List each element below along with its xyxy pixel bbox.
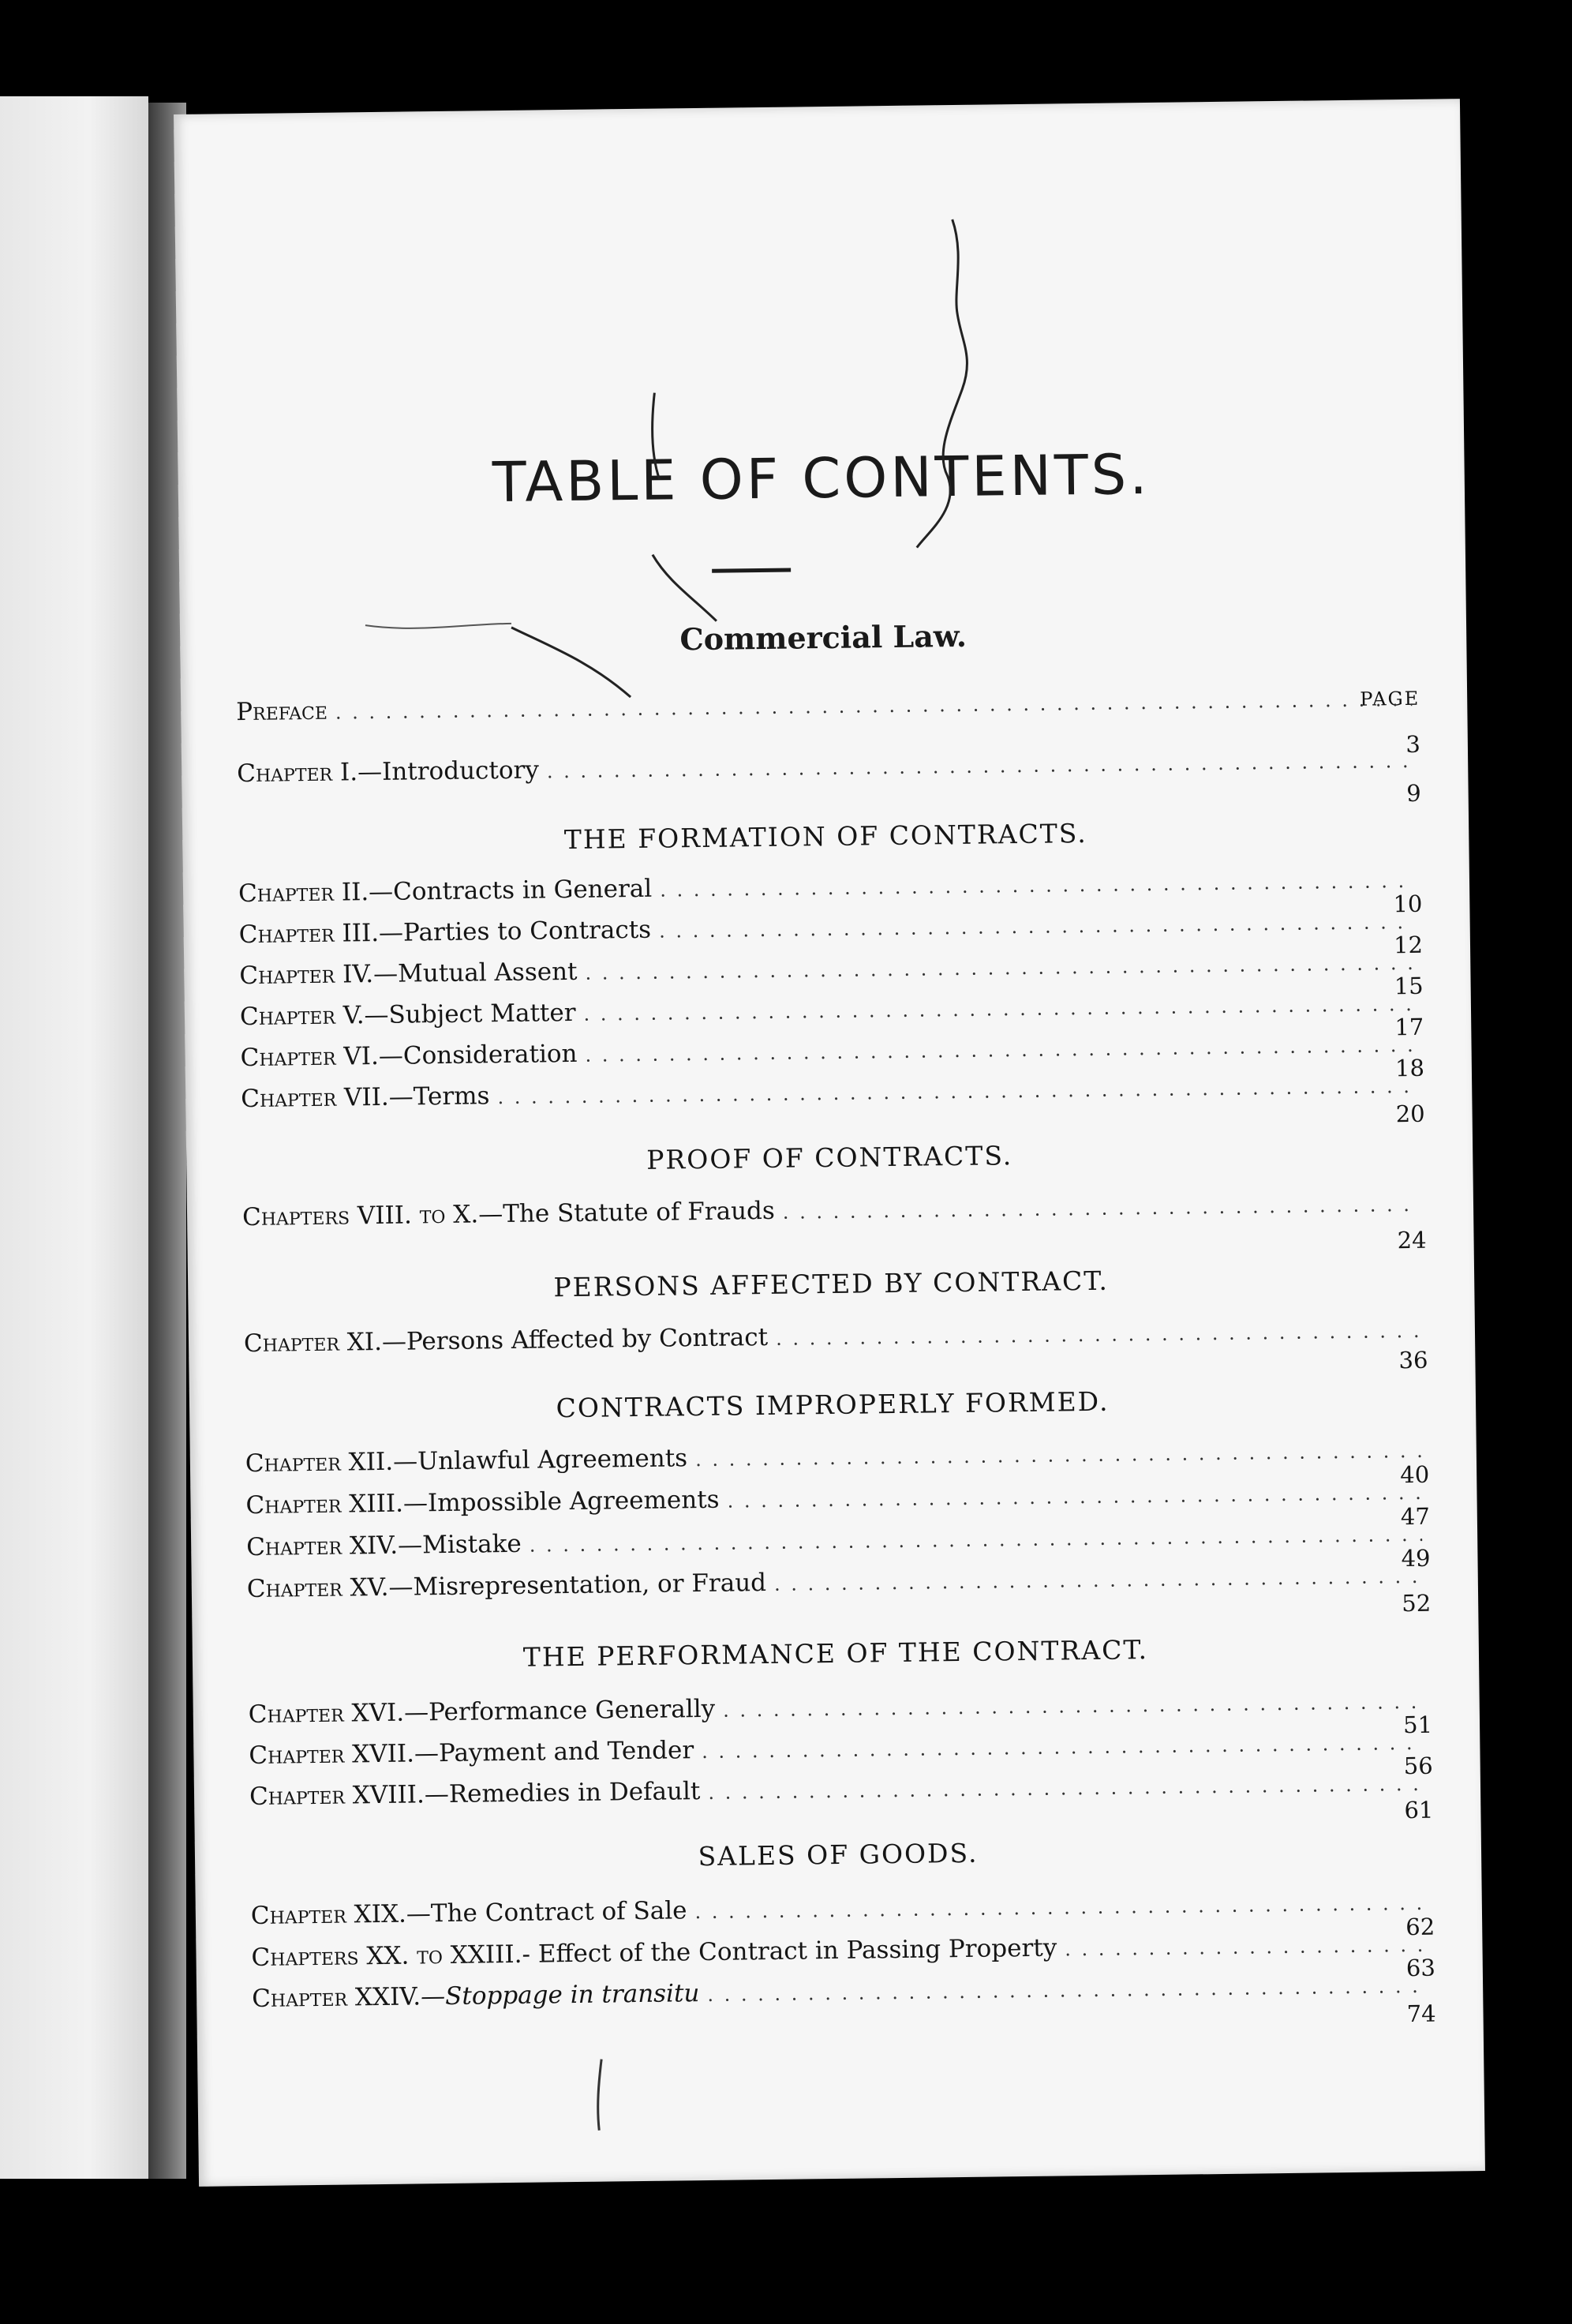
page-number: 47 — [1400, 1502, 1431, 1531]
section-heading: CONTRACTS IMPROPERLY FORMED. — [556, 1385, 1110, 1424]
entry-label: Chapter XXIV. — [251, 1982, 421, 2014]
page-number: 12 — [1393, 931, 1424, 959]
leader-dots — [707, 1975, 1428, 2006]
page-number: 40 — [1400, 1460, 1430, 1489]
entry-label: Preface — [236, 696, 328, 727]
toc-entry — [251, 1929, 1435, 1975]
toc-entry — [252, 1970, 1435, 2016]
toc-entry — [239, 906, 1423, 952]
entry-label: Chapter II. — [238, 878, 369, 909]
page-number: 62 — [1405, 1913, 1435, 1941]
toc-entry — [249, 1768, 1433, 1814]
leader-dots — [694, 1892, 1427, 1923]
toc-entry — [239, 947, 1423, 993]
entry-label: Chapter XIII. — [245, 1489, 404, 1520]
page-number: 61 — [1404, 1796, 1434, 1824]
entry-title: —Subject Matter — [364, 998, 576, 1030]
leader-dots — [547, 750, 1413, 782]
page-number: 51 — [1402, 1711, 1433, 1739]
toc-entry — [247, 1561, 1431, 1606]
leader-dots — [1065, 1934, 1428, 1961]
entry-title: —Introductory — [357, 755, 540, 787]
leader-dots — [776, 1320, 1420, 1350]
entry-title: —Misrepresentation, or Fraud — [388, 1569, 767, 1602]
entry-title: —Stoppage in transitu — [420, 1979, 700, 2011]
leader-dots — [585, 1034, 1416, 1066]
leader-dots — [660, 870, 1414, 901]
leader-dots — [702, 1732, 1424, 1763]
entry-label: Chapter XIV. — [245, 1531, 399, 1562]
toc-entry — [240, 988, 1424, 1034]
entry-title: —Remedies in Default — [424, 1777, 701, 1809]
page-number: 36 — [1398, 1346, 1428, 1374]
entry-title: —The Contract of Sale — [406, 1896, 687, 1929]
toc-entry — [249, 1727, 1432, 1773]
entry-title: —Terms — [388, 1081, 490, 1111]
entry-label: Chapter IV. — [239, 960, 374, 991]
entry-label: Chapter XII. — [245, 1447, 394, 1479]
page-number: 20 — [1395, 1100, 1425, 1128]
toc-entry-preface — [236, 684, 1420, 729]
leader-dots — [583, 993, 1416, 1025]
page-number: 56 — [1403, 1752, 1433, 1780]
entry-label: Chapters VIII. to X. — [241, 1200, 479, 1232]
page-number: 3 — [1405, 730, 1421, 759]
page-title: TABLE OF CONTENTS. — [492, 441, 1151, 515]
page-number: 18 — [1394, 1054, 1425, 1082]
leader-dots — [708, 1773, 1425, 1804]
page-number: 17 — [1394, 1013, 1424, 1041]
toc-entry — [244, 1315, 1428, 1361]
facing-page-edge — [0, 96, 148, 2179]
leader-dots — [659, 911, 1415, 943]
toc-entry — [245, 1477, 1429, 1523]
page-number: 9 — [1405, 779, 1421, 808]
entry-label: Chapter V. — [239, 1001, 365, 1032]
contents-page — [174, 99, 1485, 2187]
leader-dots — [530, 1524, 1423, 1557]
book-subtitle: Commercial Law. — [679, 617, 968, 658]
entry-title: —Contracts in General — [368, 874, 653, 907]
entry-title: —Mutual Assent — [372, 957, 578, 989]
entry-title: —Payment and Tender — [414, 1736, 694, 1768]
toc-entry — [241, 1070, 1424, 1116]
page-number: 63 — [1405, 1954, 1436, 1982]
section-heading: PROOF OF CONTRACTS. — [646, 1140, 1013, 1175]
page-number: 52 — [1402, 1589, 1432, 1617]
entry-label: Chapters XX. to XXIII. — [251, 1940, 522, 1973]
toc-entry — [237, 745, 1420, 791]
entry-label: Chapter XVII. — [249, 1739, 415, 1771]
title-rule — [712, 568, 791, 573]
entry-label: Chapter XVIII. — [249, 1780, 425, 1812]
entry-title: —Parties to Contracts — [378, 915, 652, 947]
section-heading: PERSONS AFFECTED BY CONTRACT. — [553, 1265, 1110, 1303]
entry-label: Chapter XVI. — [248, 1698, 405, 1730]
entry-label: Chapter XI. — [243, 1327, 383, 1359]
leader-dots — [585, 952, 1415, 984]
entry-label: Chapter I. — [237, 758, 358, 789]
entry-title: —Impossible Agreements — [402, 1485, 720, 1518]
entry-label: Chapter III. — [238, 918, 380, 950]
entry-title: —Mistake — [397, 1529, 522, 1560]
entry-label: Chapter VII. — [241, 1082, 389, 1114]
leader-dots — [727, 1482, 1421, 1512]
toc-entry — [245, 1435, 1429, 1481]
toc-entry — [242, 1189, 1426, 1235]
leader-dots — [774, 1565, 1423, 1595]
toc-entry — [246, 1519, 1430, 1565]
entry-title: —Consideration — [378, 1039, 578, 1070]
page-number: 49 — [1401, 1544, 1431, 1572]
entry-label: Chapter XIX. — [250, 1899, 407, 1931]
leader-dots — [695, 1440, 1421, 1471]
leader-dots — [335, 688, 1413, 724]
entry-title: —Unlawful Agreements — [392, 1444, 688, 1476]
toc-entry — [240, 1029, 1424, 1075]
leader-dots — [783, 1194, 1419, 1224]
entry-label: Chapter VI. — [240, 1041, 380, 1073]
section-heading: SALES OF GOODS. — [698, 1837, 979, 1872]
leader-dots — [723, 1691, 1424, 1722]
section-heading: THE FORMATION OF CONTRACTS. — [563, 817, 1087, 856]
toc-entry — [251, 1887, 1435, 1933]
entry-label: Chapter XV. — [246, 1572, 389, 1604]
toc-entry — [238, 865, 1422, 911]
toc-entry — [249, 1686, 1432, 1732]
page-number: 24 — [1397, 1226, 1427, 1254]
entry-title: —Persons Affected by Contract — [381, 1322, 769, 1356]
page-column-header: PAGE — [1360, 687, 1420, 710]
entry-title: —The Statute of Frauds — [477, 1196, 776, 1229]
page-number: 10 — [1393, 890, 1423, 918]
page-number: 15 — [1394, 972, 1424, 1000]
section-heading: THE PERFORMANCE OF THE CONTRACT. — [522, 1634, 1149, 1673]
page-number: 74 — [1406, 2000, 1436, 2028]
entry-title: - Effect of the Contract in Passing Property — [522, 1933, 1057, 1969]
leader-dots — [497, 1075, 1417, 1108]
entry-title: —Performance Generally — [403, 1694, 716, 1727]
